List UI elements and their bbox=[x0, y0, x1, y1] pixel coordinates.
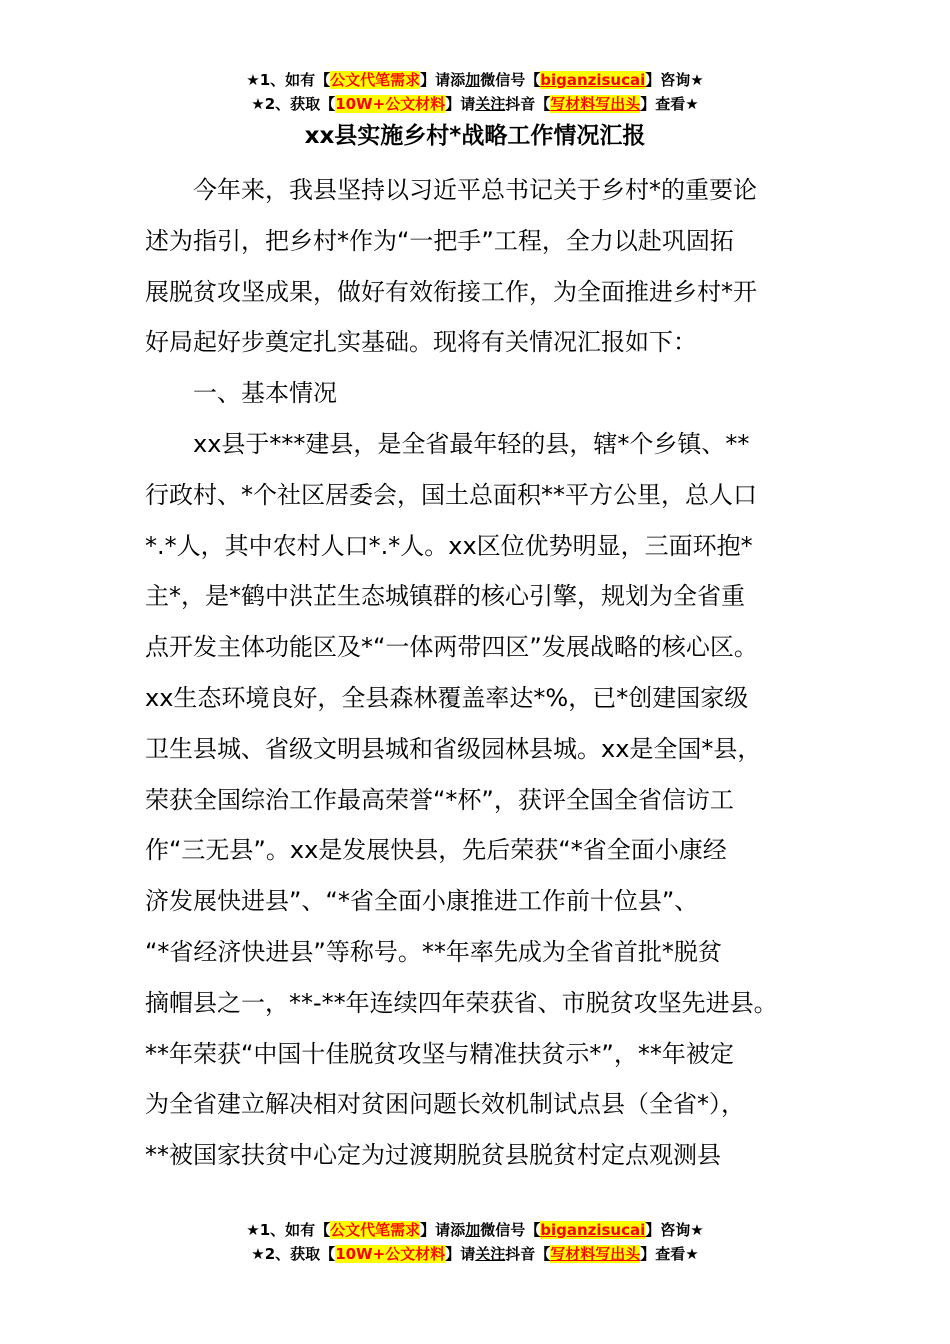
body-line: 卫生县城、省级文明县城和省级园林县城。xx是全国*县， bbox=[145, 734, 762, 763]
promo-text: 微信号【 bbox=[480, 1221, 541, 1239]
promo-banner-bottom bbox=[0, 1218, 950, 1266]
body-line: **被国家扶贫中心定为过渡期脱贫县脱贫村定点观测县 bbox=[145, 1141, 721, 1170]
promo-highlight: 公文代笔需求 bbox=[330, 1221, 421, 1239]
promo-text: 】请 bbox=[445, 1245, 476, 1263]
body-line: 行政村、*个社区居委会，国土总面积**平方公里，总人口 bbox=[145, 480, 757, 509]
promo-text: 微信号【 bbox=[480, 71, 541, 89]
body-line: “*省经济快进县”等称号。**年率先成为全省首批*脱贫 bbox=[145, 937, 722, 966]
section-heading: 一、基本情况 bbox=[193, 379, 337, 408]
body-line: 为全省建立解决相对贫困问题长效机制试点县（全省*）， bbox=[145, 1090, 745, 1119]
promo-line-2 bbox=[0, 92, 950, 116]
promo-line-2 bbox=[0, 1242, 950, 1266]
body-line: 荣获全国综治工作最高荣誉“*杯”，获评全国全省信访工 bbox=[145, 785, 734, 814]
promo-highlight: 10W+公文材料 bbox=[335, 1245, 446, 1263]
body-line: 主*，是*鹤中洪芷生态城镇群的核心引擎，规划为全省重 bbox=[145, 582, 745, 611]
promo-text: ★2、获取【 bbox=[251, 95, 336, 113]
promo-text: 】咨询★ bbox=[645, 1221, 704, 1239]
body-line: 今年来，我县坚持以习近平总书记关于乡村*的重要论 bbox=[193, 176, 757, 204]
body-line: 摘帽县之一，**-**年连续四年荣获省、市脱贫攻坚先进县。 bbox=[145, 988, 778, 1017]
promo-banner-top bbox=[0, 68, 950, 116]
promo-text: 抖音【 bbox=[505, 1245, 551, 1263]
promo-text: ★2、获取【 bbox=[251, 1245, 336, 1263]
body-line: 好局起好步奠定扎实基础。现将有关情况汇报如下： bbox=[145, 328, 697, 357]
douyin-account-link[interactable]: 写材料写出头 bbox=[550, 1245, 641, 1263]
douyin-account-link[interactable]: 写材料写出头 bbox=[550, 95, 641, 113]
body-line: *.*人，其中农村人口*.*人。xx区位优势明显，三面环抱* bbox=[145, 531, 753, 560]
promo-text: 】请添 bbox=[420, 1221, 466, 1239]
body-line: **年荣获“中国十佳脱贫攻坚与精准扶贫示*”，**年被定 bbox=[145, 1039, 734, 1068]
body-line: xx县于***建县，是全省最年轻的县，辖*个乡镇、** bbox=[193, 429, 750, 458]
promo-text: 】查看★ bbox=[640, 95, 699, 113]
wechat-id-link[interactable]: biganzisucai bbox=[540, 1221, 646, 1239]
body-line: 济发展快进县”、“*省全面小康推进工作前十位县”、 bbox=[145, 887, 699, 916]
promo-text: 】查看★ bbox=[640, 1245, 699, 1263]
promo-text: 加 bbox=[465, 71, 481, 89]
body-line: xx生态环境良好，全县森林覆盖率达*%，已*创建国家级 bbox=[145, 683, 749, 712]
body-line: 述为指引，把乡村*作为“一把手”工程，全力以赴巩固拓 bbox=[145, 226, 734, 255]
promo-highlight: 公文代笔需求 bbox=[330, 71, 421, 89]
promo-line-1 bbox=[0, 68, 950, 92]
promo-text: 】咨询★ bbox=[645, 71, 704, 89]
promo-text: 加 bbox=[465, 1221, 481, 1239]
promo-text: 关注 bbox=[475, 95, 506, 113]
promo-text: ★1、如有【 bbox=[246, 1221, 331, 1239]
document-title: xx县实施乡村*战略工作情况汇报 bbox=[304, 123, 646, 149]
body-line: 作“三无县”。xx是发展快县，先后荣获“*省全面小康经 bbox=[145, 836, 727, 865]
promo-text: 关注 bbox=[475, 1245, 506, 1263]
promo-text: 】请 bbox=[445, 95, 476, 113]
body-line: 点开发主体功能区及*“一体两带四区”发展战略的核心区。 bbox=[145, 633, 758, 662]
promo-highlight: 10W+公文材料 bbox=[335, 95, 446, 113]
document-body bbox=[145, 165, 810, 1181]
promo-text: 抖音【 bbox=[505, 95, 551, 113]
promo-text: ★1、如有【 bbox=[246, 71, 331, 89]
body-line: 展脱贫攻坚成果，做好有效衔接工作，为全面推进乡村*开 bbox=[145, 277, 757, 306]
wechat-id-link[interactable]: biganzisucai bbox=[540, 71, 646, 89]
promo-text: 】请添 bbox=[420, 71, 466, 89]
promo-line-1 bbox=[0, 1218, 950, 1242]
